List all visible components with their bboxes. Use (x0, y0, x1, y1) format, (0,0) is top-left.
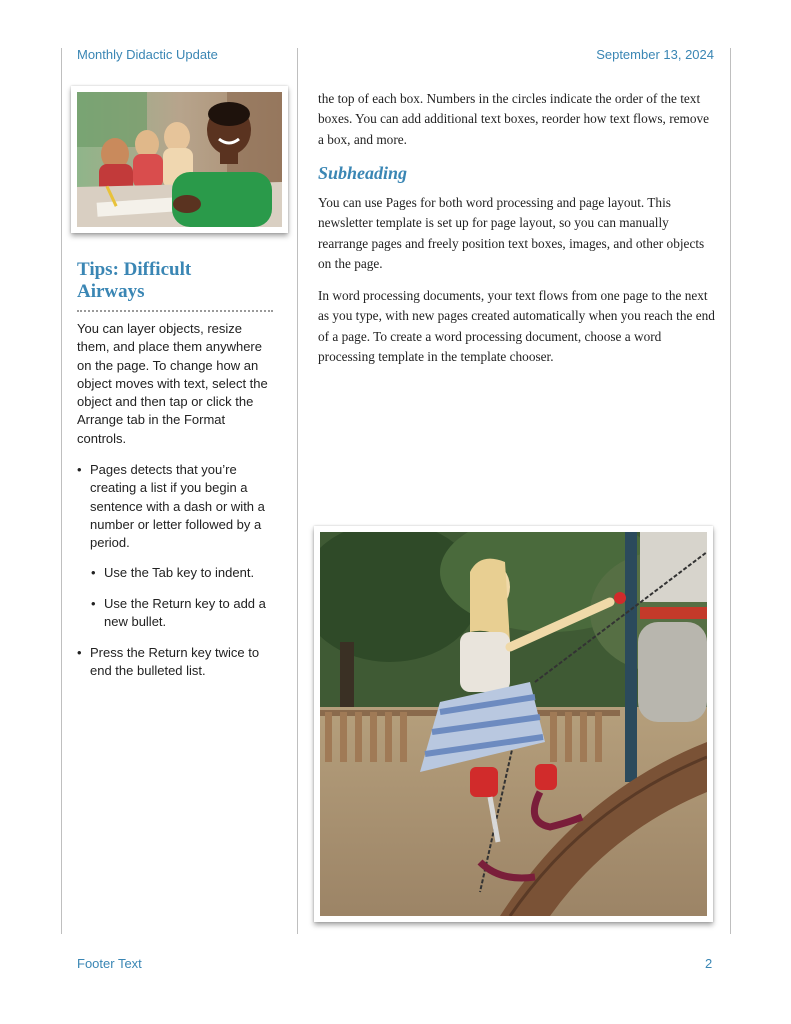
list-item: • Pages detects that you’re creating a list if you begin a sentence with a dash or with a number or letter followed by a period. (77, 461, 275, 552)
bullet-list (77, 644, 275, 681)
sidebar-title-line2: Airways (77, 281, 145, 302)
bullet-list (77, 461, 275, 552)
footer-text: Footer Text (77, 956, 142, 971)
playground-photo (314, 526, 713, 922)
body-paragraph: In word processing documents, your text flows from one page to the next as you type, with new pages created automatically when you reach the end of a page. To create a word processing document, choose a word processing template in the template chooser. (318, 288, 715, 365)
header-title: Monthly Didactic Update (77, 47, 218, 62)
left-margin-rule (61, 48, 62, 934)
classroom-photo (71, 86, 288, 233)
list-item: • Use the Return key to add a new bullet. (91, 595, 275, 632)
list-item: • Press the Return key twice to end the bulleted list. (77, 644, 275, 681)
page-number: 2 (705, 956, 713, 971)
playground-photo-image (320, 532, 707, 916)
header-date: September 13, 2024 (596, 47, 714, 62)
bullet-list-indented (91, 595, 275, 632)
right-margin-rule (730, 48, 731, 934)
classroom-photo-image (77, 92, 282, 227)
body-paragraph: You can use Pages for both word processing and page layout. This newsletter template is set up for page layout, so you can manually rearrange pages and freely position text boxes, images, and other objects on the page. (318, 195, 705, 272)
body-paragraph: the top of each box. Numbers in the circles indicate the order of the text boxes. You can add additional text boxes, reorder how text flows, remove a box, and more. (318, 91, 710, 147)
list-item: • Use the Tab key to indent. (91, 564, 275, 582)
sidebar-intro: You can layer objects, resize them, and place them anywhere on the page. To change how an object moves with text, select the object and then tap or click the Arrange tab in the Format controls. (77, 321, 268, 446)
sidebar-dotted-rule (77, 310, 273, 312)
sidebar-title-line1: Tips: Difficult (77, 259, 192, 280)
bullet-list-indented (91, 564, 275, 582)
sidebar-title (77, 259, 287, 303)
subheading: Subheading (318, 163, 408, 183)
column-divider-rule (297, 48, 298, 934)
